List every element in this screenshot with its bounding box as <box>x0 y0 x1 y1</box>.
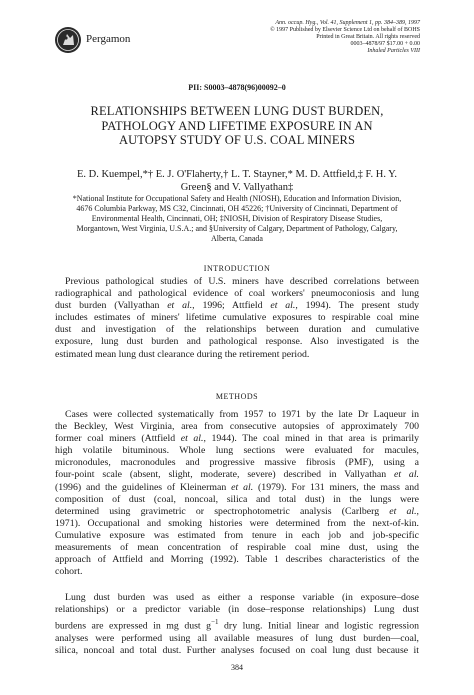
article-title <box>40 104 434 148</box>
title-line: AUTOPSY STUDY OF U.S. COAL MINERS <box>118 133 356 147</box>
methods-paragraph <box>55 409 419 578</box>
affiliation-line: 4676 Columbia Parkway, MS C32, Cincinnati, OH 45226; †University of Cincinnati, Department of <box>76 204 398 213</box>
text-line: dust burden (Vallyathan et al., 1996; Attfield et al., 1994). The present study <box>55 300 420 312</box>
text-line: approach of Attfield and Morring (1992). Table 1 describes characteristics of the <box>55 554 419 566</box>
text-line: measurements of mean concentration of respirable coal mine dust, using the <box>55 542 419 554</box>
affiliation-line: Alberta, Canada <box>211 234 263 243</box>
journal-line: Printed in Great Britain. All rights reserved <box>316 34 420 40</box>
text-line: former coal miners (Attfield et al., 1944). The coal mined in that area is primarily <box>55 433 419 445</box>
author-line: E. D. Kuempel,*† E. J. O'Flaherty,† L. T. Stayner,* M. D. Attfield,‡ F. H. Y. <box>76 169 398 180</box>
journal-line: Ann. occup. Hyg., Vol. 41, Supplement 1, pp. 384–389, 1997 <box>275 20 420 26</box>
title-line: RELATIONSHIPS BETWEEN LUNG DUST BURDEN, <box>90 104 384 118</box>
affiliations <box>40 194 434 244</box>
text-line: Cumulative exposure was estimated from tenure in each job and job-specific <box>55 529 419 541</box>
affiliation-line: *National Institute for Occupational Safety and Health (NIOSH), Education and Information Division, <box>72 194 402 203</box>
text-line: (1996) and the guidelines of Kleinerman et al. (1979). For 131 miners, the mass and <box>55 481 419 493</box>
affiliation-line: Environmental Health, Cincinnati, OH; ‡NIOSH, Division of Respiratory Disease Studies, <box>91 214 383 223</box>
text-line: silica, noncoal and total dust. Further analyses focused on coal lung dust because it <box>55 644 419 656</box>
text-line: micronodules, macronodules and progressive massive fibrosis (PMF), using a <box>55 457 419 469</box>
text-line: four-point scale (absent, slight, moderate, severe) described in Vallyathan et al. <box>55 469 419 481</box>
page-number: 384 <box>231 663 243 672</box>
text-line: Cases were collected systematically from 1957 to 1971 by the late Dr Laqueur in <box>65 409 419 420</box>
text-line: radiographical and pathological evidence of coal workers' pneumoconiosis and lung <box>55 288 419 300</box>
pii-identifier: PII: S0003–4878(96)00092–0 <box>188 83 286 92</box>
text-line: 1971). Occupational and smoking histories were determined from the next-of-kin. <box>55 517 419 529</box>
author-list <box>40 168 434 194</box>
text-line: burdens are expressed in mg dust $g^{-1}$ dry lung. Initial linear and logistic regression <box>55 618 419 632</box>
journal-line: 0003–4878/97 $17.00 + 0.00 <box>350 41 420 47</box>
text-line: composition of dust (coal, noncoal, silica and total dust) in the lungs were <box>55 493 419 505</box>
text-line: dust and investigation of the relationships between duration and cumulative <box>55 324 419 336</box>
publisher-name: Pergamon <box>86 33 131 45</box>
text-line: estimated mean lung dust clearance during the retirement period. <box>55 348 310 360</box>
text-line: the Beckley, West Virginia, area from consecutive autopsies of approximately 700 <box>55 421 419 433</box>
author-line: Green§ and V. Vallyathan‡ <box>180 182 294 193</box>
pergamon-logo-icon <box>54 26 82 54</box>
text-line: high volatile bituminous. Whole lung sections were evaluated for macules, <box>55 445 419 457</box>
text-line: determined using gravimetric or spectrophotometric analysis (Carlberg et al., <box>55 505 419 517</box>
text-line: Lung dust burden was used as either a response variable (in exposure–dose <box>65 592 419 603</box>
text-line: cohort. <box>55 566 83 578</box>
text-line: analyses were performed using all available measures of lung dust burden—coal, <box>55 632 419 644</box>
journal-line: Inhaled Particles VIII <box>367 48 420 54</box>
text-line: includes estimates of miners' lifetime cumulative exposures to respirable coal mine <box>55 312 419 324</box>
journal-citation <box>220 20 420 55</box>
journal-line: © 1997 Published by Elsevier Science Ltd on behalf of BOHS <box>270 27 420 33</box>
title-line: PATHOLOGY AND LIFETIME EXPOSURE IN AN <box>101 118 373 133</box>
introduction-heading: INTRODUCTION <box>203 264 271 273</box>
affiliation-line: Morgantown, West Virginia, U.S.A.; and §University of Calgary, Department of Pathology, Calgary, <box>76 224 398 233</box>
methods-paragraph <box>55 592 419 657</box>
text-line: Previous pathological studies of U.S. miners have described correlations between <box>65 276 419 287</box>
text-line: exposure, lung dust burden and pathological response. Also investigated is the <box>55 336 419 348</box>
introduction-paragraph <box>55 276 419 361</box>
text-line: relationships) or a predictor variable (in dose–response relationships) Lung dust <box>55 604 419 616</box>
methods-heading: METHODS <box>215 392 259 401</box>
